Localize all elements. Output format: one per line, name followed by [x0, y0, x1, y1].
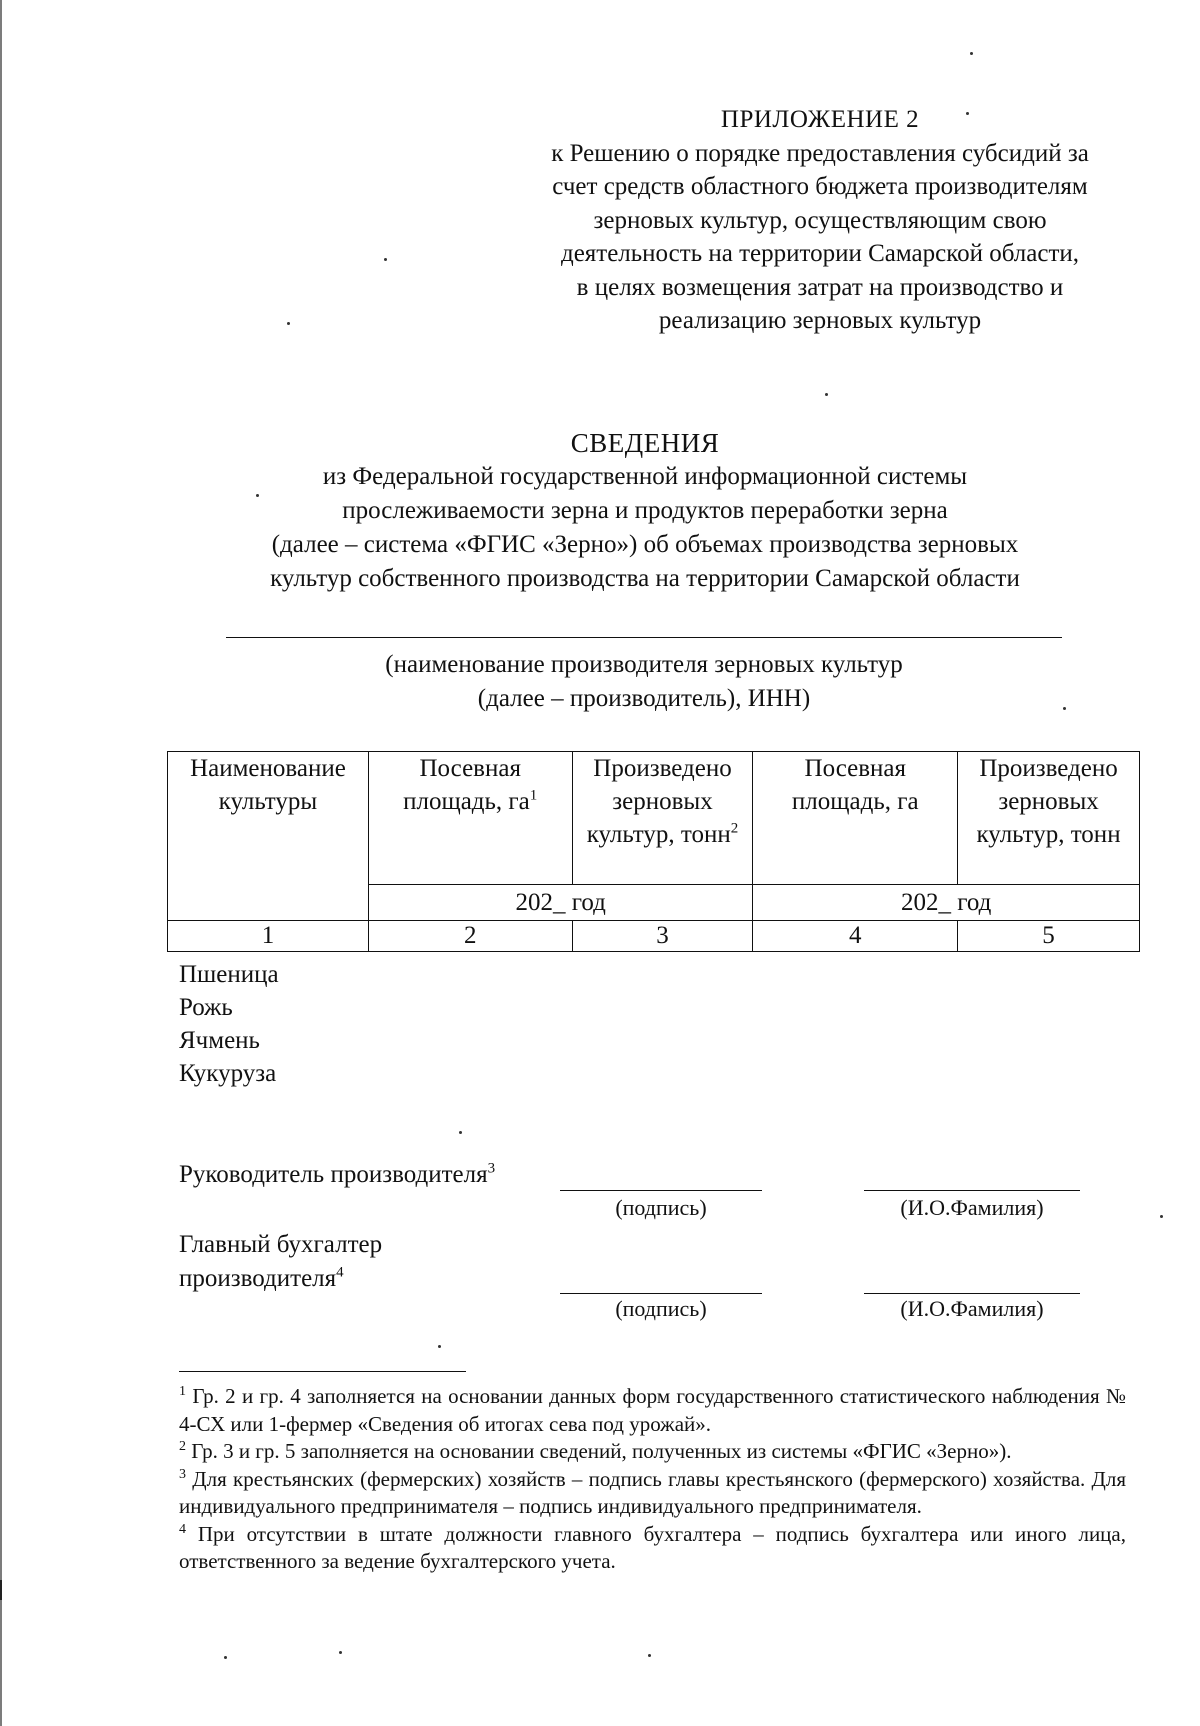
- scan-speck: [224, 1656, 227, 1659]
- footnote-ref: 4: [336, 1264, 344, 1281]
- appendix-line: счет средств областного бюджета производителям: [552, 173, 1088, 200]
- scan-speck: [438, 1345, 441, 1348]
- appendix-line: к Решению о порядке предоставления субсидий за: [551, 139, 1089, 167]
- crop-list: [179, 958, 279, 1090]
- column-number: 4: [753, 921, 958, 952]
- footnote-separator: [179, 1371, 466, 1372]
- column-number: 2: [368, 921, 572, 952]
- footnote: $^2$ Гр. 3 и гр. 5 заполняется на основании сведений, полученных из системы «ФГИС «Зерно»).: [179, 1439, 1012, 1463]
- footnote-ref: 1: [529, 787, 538, 804]
- signature-caption: (подпись): [615, 1296, 707, 1321]
- crop-item: Рожь: [179, 994, 233, 1021]
- year-cell: 202_ год: [753, 885, 1140, 921]
- accountant-signature-line: [560, 1293, 762, 1294]
- signature-block: [179, 1158, 495, 1296]
- scan-speck: [1160, 1215, 1163, 1218]
- footnotes: [179, 1383, 1126, 1576]
- name-caption: (И.О.Фамилия): [900, 1195, 1044, 1220]
- scan-speck: [966, 112, 969, 115]
- header-cell-crop: Наименование культуры: [168, 752, 369, 921]
- appendix-line: в целях возмещения затрат на производство и: [576, 273, 1064, 301]
- scan-speck: [648, 1654, 651, 1657]
- production-table: [167, 751, 1140, 952]
- footnote: $^3$ Для крестьянских (фермерских) хозяйств – подпись главы крестьянского (фермерского) хозяйства. Для индивидуального предпринимателя – подпись индивидуального предпринимателя.: [179, 1466, 1127, 1518]
- head-signature-line: [560, 1190, 762, 1191]
- scan-speck: [825, 393, 828, 396]
- header-cell-produced: Произведено зерновых культур, тонн: [958, 752, 1140, 885]
- scan-speck: [339, 1651, 342, 1654]
- scan-edge-mark: [0, 0, 2, 1726]
- appendix-line: деятельность на территории Самарской области,: [560, 240, 1080, 267]
- crop-item: Ячмень: [179, 1027, 260, 1054]
- appendix-title: ПРИЛОЖЕНИЕ 2: [720, 106, 920, 133]
- document-title: СВЕДЕНИЯ: [570, 428, 720, 458]
- signature-caption: (подпись): [615, 1195, 707, 1220]
- accountant-name-line: [864, 1293, 1080, 1294]
- appendix-line: реализацию зерновых культур: [658, 307, 982, 334]
- scan-speck: [459, 1131, 462, 1134]
- table-number-row: [168, 921, 1140, 952]
- table-header-row: [168, 752, 1140, 885]
- column-number: 1: [168, 921, 369, 952]
- document-heading: [180, 426, 1110, 596]
- footnote-ref: 3: [487, 1160, 496, 1177]
- heading-line: прослеживаемости зерна и продуктов переработки зерна: [342, 497, 948, 524]
- producer-caption-line: (наименование производителя зерновых культур: [385, 651, 903, 678]
- footnote: $^4$ При отсутствии в штате должности главного бухгалтера – подпись бухгалтера или иного лица, ответственного за ведение бухгалтерского учета.: [179, 1521, 1126, 1573]
- header-cell-produced: Произведено зерновых культур, тонн$^2$: [572, 752, 753, 885]
- heading-line: культур собственного производства на территории Самарской области: [270, 565, 1020, 592]
- crop-item: Кукуруза: [179, 1060, 277, 1087]
- scan-edge-mark: [0, 1580, 2, 1600]
- producer-name-line: [226, 637, 1062, 638]
- footnote-ref: 2: [730, 820, 739, 837]
- footnote: $^1$ Гр. 2 и гр. 4 заполняется на основании данных форм государственного статистического наблюдения № 4-СХ или 1-фермер «Сведения об итогах сева под урожай».: [179, 1384, 1126, 1436]
- scan-speck: [970, 52, 973, 55]
- head-name-line: [864, 1190, 1080, 1191]
- scan-speck: [384, 258, 387, 261]
- year-cell: 202_ год: [368, 885, 753, 921]
- name-caption: (И.О.Фамилия): [900, 1296, 1044, 1321]
- appendix-line: зерновых культур, осуществляющим свою: [593, 206, 1047, 234]
- producer-caption: [226, 648, 1062, 716]
- column-number: 3: [572, 921, 753, 952]
- heading-line: (далее – система «ФГИС «Зерно») об объемах производства зерновых: [271, 531, 1019, 558]
- scan-speck: [256, 494, 259, 497]
- column-number: 5: [958, 921, 1140, 952]
- heading-line: из Федеральной государственной информационной системы: [322, 463, 968, 490]
- appendix-header: [500, 103, 1140, 338]
- header-cell-area: Посевная площадь, га: [753, 752, 958, 885]
- producer-caption-line: (далее – производитель), ИНН): [477, 685, 811, 712]
- scan-speck: [287, 322, 290, 325]
- header-cell-area: Посевная площадь, $га^1$: [368, 752, 572, 885]
- accountant-label: производителя$^4$: [179, 1264, 344, 1292]
- head-signature-label: Руководитель производителя$^3$: [179, 1160, 496, 1188]
- scan-speck: [1063, 707, 1066, 710]
- crop-item: Пшеница: [179, 961, 279, 988]
- accountant-label: Главный бухгалтер: [179, 1231, 383, 1258]
